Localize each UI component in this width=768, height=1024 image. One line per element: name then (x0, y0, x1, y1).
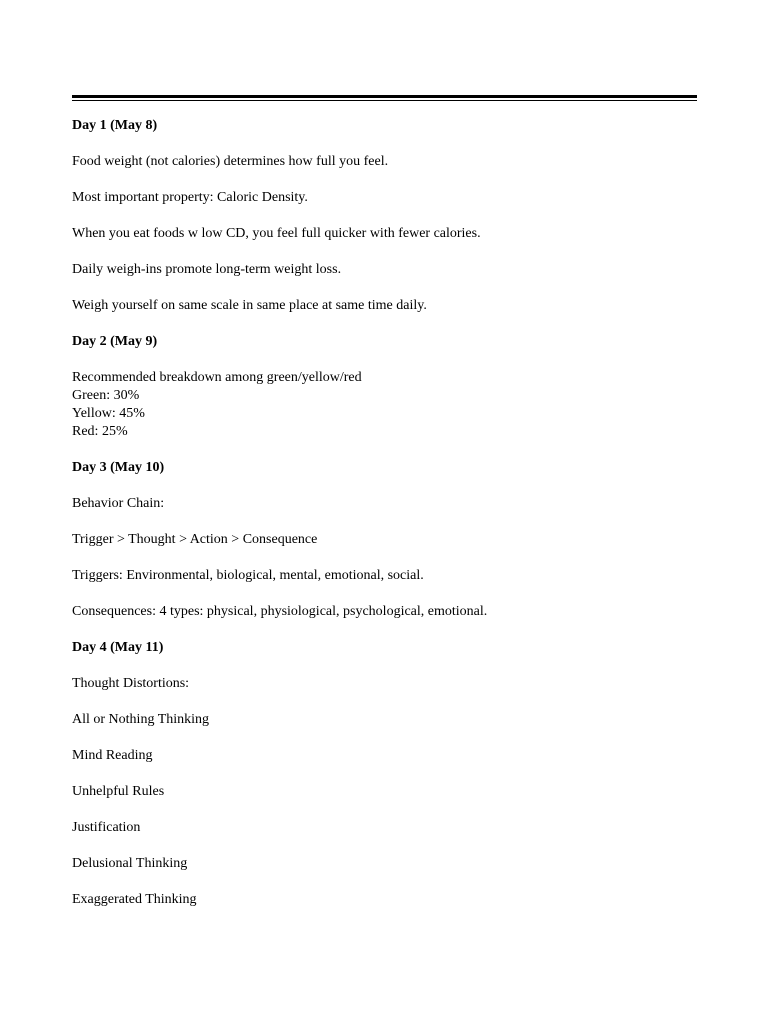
breakdown-red: Red: 25% (72, 424, 128, 439)
day3-line: Trigger > Thought > Action > Consequence (72, 532, 318, 547)
day4-heading: Day 4 (May 11) (72, 640, 164, 655)
day1-line: Weigh yourself on same scale in same place at same time daily. (72, 298, 427, 313)
day1-line: Most important property: Caloric Density. (72, 190, 308, 205)
breakdown-green: Green: 30% (72, 388, 140, 403)
distortion-item: Exaggerated Thinking (72, 892, 197, 907)
day1-line: Daily weigh-ins promote long-term weight loss. (72, 262, 342, 277)
day2-breakdown (72, 369, 697, 441)
day2-heading: Day 2 (May 9) (72, 334, 158, 349)
day3-line: Consequences: 4 types: physical, physiological, psychological, emotional. (72, 604, 488, 619)
header-rule-thin (72, 100, 697, 101)
day3-line: Behavior Chain: (72, 496, 165, 511)
distortion-item: Unhelpful Rules (72, 784, 165, 799)
day1-line: Food weight (not calories) determines how full you feel. (72, 154, 389, 169)
breakdown-yellow: Yellow: 45% (72, 406, 145, 421)
day1-line: When you eat foods w low CD, you feel full quicker with fewer calories. (72, 226, 481, 241)
distortion-item: Justification (72, 820, 141, 835)
day3-line: Triggers: Environmental, biological, mental, emotional, social. (72, 568, 424, 583)
day3-heading: Day 3 (May 10) (72, 460, 165, 475)
distortion-item: All or Nothing Thinking (72, 712, 210, 727)
distortion-item: Mind Reading (72, 748, 153, 763)
day4-intro: Thought Distortions: (72, 676, 190, 691)
day1-heading: Day 1 (May 8) (72, 118, 158, 133)
distortion-item: Delusional Thinking (72, 856, 188, 871)
document-body (72, 117, 697, 927)
day2-intro: Recommended breakdown among green/yellow/red (72, 370, 362, 385)
header-rule-thick (72, 95, 697, 98)
